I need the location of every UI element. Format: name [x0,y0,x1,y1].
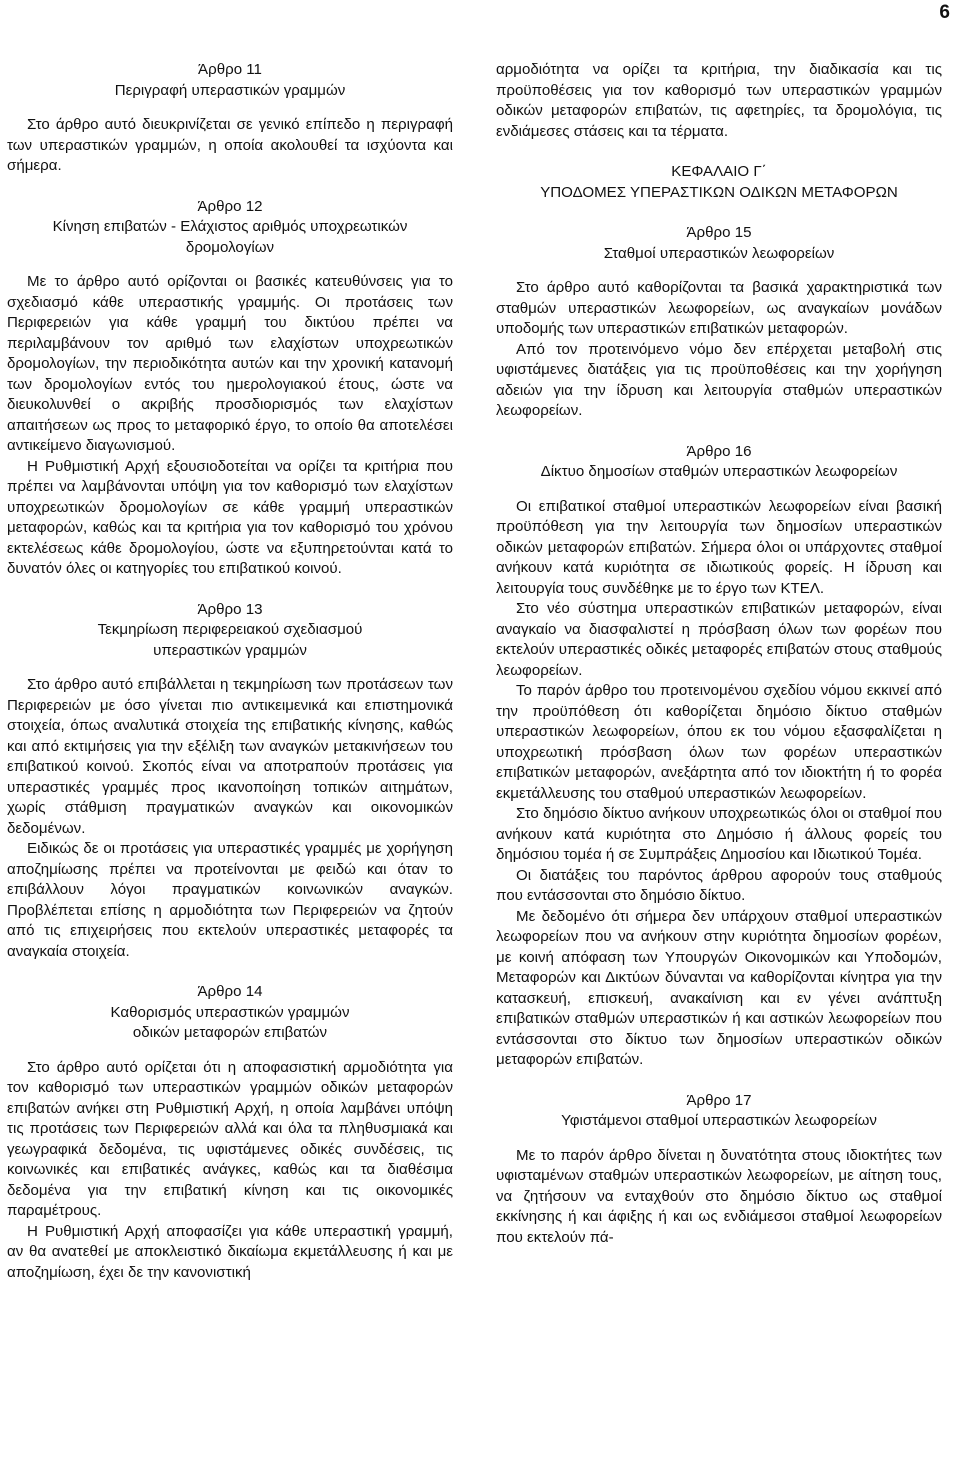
article-11-title: Περιγραφή υπεραστικών γραμμών [114,81,346,99]
article-16-paragraph-1: Οι επιβατικοί σταθμοί υπεραστικών λεωφορείων είναι βασική προϋπόθεση για την λειτουργία των δημοσίων υπεραστικών οδικών μεταφορών επιβατών. Σήμερα όλοι οι υπάρχοντες σταθμοί ανήκουν κατά κυριότητα σε ιδιωτικούς φορείς. Η ίδρυση και λειτουργία τους συνδέθηκε με το έργο των ΚΤΕΛ. [496,497,942,597]
left-column [7,60,453,1283]
right-column [496,60,942,1248]
article-15-paragraph-1: Στο άρθρο αυτό καθορίζονται τα βασικά χαρακτηριστικά των σταθμών υπεραστικών λεωφορείων, ως αναγκαίων μονάδων υποδομής των υπεραστικών επιβατικών μεταφορών. [496,279,942,337]
article-16-paragraph-2: Στο νέο σύστημα υπεραστικών επιβατικών μεταφορών, είναι αναγκαίο να διασφαλιστεί η πρόσβαση όλων των φορέων που εκτελούν υπεραστικές οδικές μεταφορές επιβατών στους σταθμούς λεωφορείων. [496,600,942,679]
article-16-paragraph-4: Στο δημόσιο δίκτυο ανήκουν υποχρεωτικώς όλοι οι σταθμοί που ανήκουν κατά κυριότητα στο Δημόσιο ή άλλους φορείς του δημόσιου τομέα ή σε Συμπράξεις Δημοσίου και Ιδιωτικού Τομέα. [496,805,942,863]
chapter-title: ΥΠΟΔΟΜΕΣ ΥΠΕΡΑΣΤΙΚΩΝ ΟΔΙΚΩΝ ΜΕΤΑΦΟΡΩΝ [540,183,898,201]
article-15-title: Σταθμοί υπεραστικών λεωφορείων [603,244,835,262]
article-16-title: Δίκτυο δημοσίων σταθμών υπεραστικών λεωφορείων [540,463,898,480]
article-13-title-line1: Τεκμηρίωση περιφερειακού σχεδιασμού [97,621,363,638]
article-13-paragraph-2: Ειδικώς δε οι προτάσεις για υπεραστικές γραμμές με χορήγηση αποζημίωσης πρέπει να προτείνονται με φειδώ και όταν το επιβάλλουν λόγοι πραγματικών κοινωνικών αναγκών. Προβλέπεται επίσης η αρμοδιότητα των Περιφερειών να ζητούν από τις επιχειρήσεις που εκτελούν υπεραστικές μεταφορές τα αναγκαία στοιχεία. [7,840,453,960]
article-16-paragraph-3: Το παρόν άρθρο του προτεινομένου σχεδίου νόμου εκκινεί από την προϋπόθεση ότι καθορίζεται δημόσιο δίκτυο σταθμών υπεραστικών λεωφορείων, όπου εκ του νόμου εξασφαλίζεται η υποχρεωτική πρόσβαση όλων των φορέων υπεραστικών επιβατικών μεταφορών, ανεξάρτητα από τον ιδιοκτήτη ή το φορέα εκμετάλλευσης του σταθμού υπεραστικών λεωφορείων. [496,682,942,802]
article-17-number: Άρθρο 17 [686,1091,752,1109]
article-14-title-line1: Καθορισμός υπεραστικών γραμμών [110,1003,350,1021]
article-14-number: Άρθρο 14 [197,983,263,1000]
continued-paragraph: αρμοδιότητα να ορίζει τα κριτήρια, την διαδικασία και τις προϋποθέσεις για τον καθορισμό των υπεραστικών γραμμών οδικών μεταφορών επιβατών, τις αφετηρίες, τα δρομολόγια, τις ενδιάμεσες στάσεις και τα τέρματα. [496,61,942,140]
article-17-paragraph-1: Με το παρόν άρθρο δίνεται η δυνατότητα στους ιδιοκτήτες των υφισταμένων σταθμών υπεραστικών λεωφορείων, με αίτηση τους, να ζητήσουν να ενταχθούν στο δημόσιο δίκτυο ως σταθμοί εκκίνησης ή και άφιξης ή και ως ενδιάμεσοι σταθμοί λεωφορείων που εκτελούν πά- [496,1146,942,1246]
page-number: 6 [939,2,950,23]
article-12-title-line2: δρομολογίων [185,238,275,256]
article-14-paragraph-1: Στο άρθρο αυτό ορίζεται ότι η αποφασιστική αρμοδιότητα για τον καθορισμό των υπεραστικών γραμμών οδικών μεταφορών επιβατών ανήκει στη Ρυθμιστική Αρχή, η οποία λαμβάνει υπόψη τις προτάσεις των Περιφερειών αλλά και όλα τα πληθυσμιακά και γεωγραφικά δεδομένα, τις υφιστάμενες οδικές συνδέσεις, τις κοινωνικές και επιβατικές ανάγκες, καθώς και τα διαθέσιμα δεδομένα για την επιβατική κίνηση και τις οικονομικές παραμέτρους. [7,1058,453,1219]
article-11-number: Άρθρο 11 [198,61,262,78]
article-16-paragraph-6: Με δεδομένο ότι σήμερα δεν υπάρχουν σταθμοί υπεραστικών λεωφορείων που να ανήκουν στην κυριότητα δημοσίων φορέων, με κοινή απόφαση των Υπουργών Οικονομικών και Υποδομών, Μεταφορών και Δικτύων δύνανται να καθορίζονται κίνητρα για την κατασκευή, επισκευή, ανακαίνιση και εν γένει ανάπτυξη επιβατικών σταθμών υπεραστικών ή και αστικών λεωφορείων που εντάσσονται στο δίκτυο των δημοσίων υπεραστικών οδικών μεταφορών επιβατών. [496,907,942,1068]
article-12-number: Άρθρο 12 [197,197,263,215]
article-15-number: Άρθρο 15 [686,224,752,241]
article-16-paragraph-5: Οι διατάξεις του παρόντος άρθρου αφορούν τους σταθμούς που εντάσσονται στο δημόσιο δίκτυο. [496,866,942,904]
article-11-paragraph: Στο άρθρο αυτό διευκρινίζεται σε γενικό επίπεδο η περιγραφή των υπεραστικών γραμμών, η οποία ακολουθεί τα ισχύοντα και σήμερα. [7,116,453,174]
article-13-title-line2: υπεραστικών γραμμών [153,641,307,659]
article-14-paragraph-2: Η Ρυθμιστική Αρχή αποφασίζει για κάθε υπεραστική γραμμή, αν θα ανατεθεί με αποκλειστικό δικαίωμα εκμετάλλευσης ή και με αποζημίωση, έχει δε την κανονιστική [7,1222,453,1281]
article-12-title-line1: Κίνηση επιβατών - Ελάχιστος αριθμός υποχρεωτικών [52,218,408,235]
chapter-label: ΚΕΦΑΛΑΙΟ Γ΄ [671,163,767,180]
article-12-paragraph-2: Η Ρυθμιστική Αρχή εξουσιοδοτείται να ορίζει τα κριτήρια που πρέπει να λαμβάνονται υπόψη για τον καθορισμό των ελαχίστων υποχρεωτικών δρομολογίων σε κάθε γραμμή υπεραστικών μεταφορών, καθώς και τα κριτήρια για τον καθορισμό του χρόνου εκτελέσεως κάθε δρομολογίου, ώστε να εξυπηρετούνται κατά το δυνατόν όλες οι κατηγορίες του επιβατικού κοινού. [7,457,453,577]
article-13-paragraph-1: Στο άρθρο αυτό επιβάλλεται η τεκμηρίωση των προτάσεων των Περιφερειών με όσο γίνεται πιο αντικειμενικά και επιστημονικά στοιχεία, όπως αναλυτικά στοιχεία της επιβατικής κίνησης, καθώς και από εκτιμήσεις για την εξέλιξη των αναγκών μετακινήσεων του επιβατικού κοινού. Σκοπός είναι να αποτραπούν προτάσεις για υπεραστικές γραμμές προς ικανοποίηση τοπικών αιτημάτων, χωρίς στάθμιση πραγματικών αναγκών και οικονομικών δεδομένων. [7,676,453,837]
article-15-paragraph-2: Από τον προτεινόμενο νόμο δεν επέρχεται μεταβολή στις υφιστάμενες διατάξεις για τις προϋποθέσεις και την χορήγηση αδειών για την ίδρυση και λειτουργία σταθμών υπεραστικών λεωφορείων. [496,340,942,419]
article-17-title: Υφιστάμενοι σταθμοί υπεραστικών λεωφορείων [561,1112,877,1129]
article-14-title-line2: οδικών μεταφορών επιβατών [132,1024,328,1041]
article-16-number: Άρθρο 16 [686,442,752,460]
article-12-paragraph-1: Με το άρθρο αυτό ορίζονται οι βασικές κατευθύνσεις για το σχεδιασμό κάθε υπεραστικής γραμμής. Οι προτάσεις των Περιφερειών για κάθε γραμμή του δικτύου πρέπει να περιλαμβάνουν τον αριθμό των ελαχίστων υποχρεωτικών δρομολογίων, την περιοδικότητα αυτών και την χρονική κατανομή των δρομολογίων εντός του ημερολογιακού έτους, ώστε να διευκολυνθεί ο ακριβής προσδιορισμός των ελαχίστων απαιτήσεων ως προς το μεταφορικό έργο, το οποίο θα αποτελέσει αντικείμενο διαγωνισμού. [7,273,453,454]
article-13-number: Άρθρο 13 [197,600,263,618]
